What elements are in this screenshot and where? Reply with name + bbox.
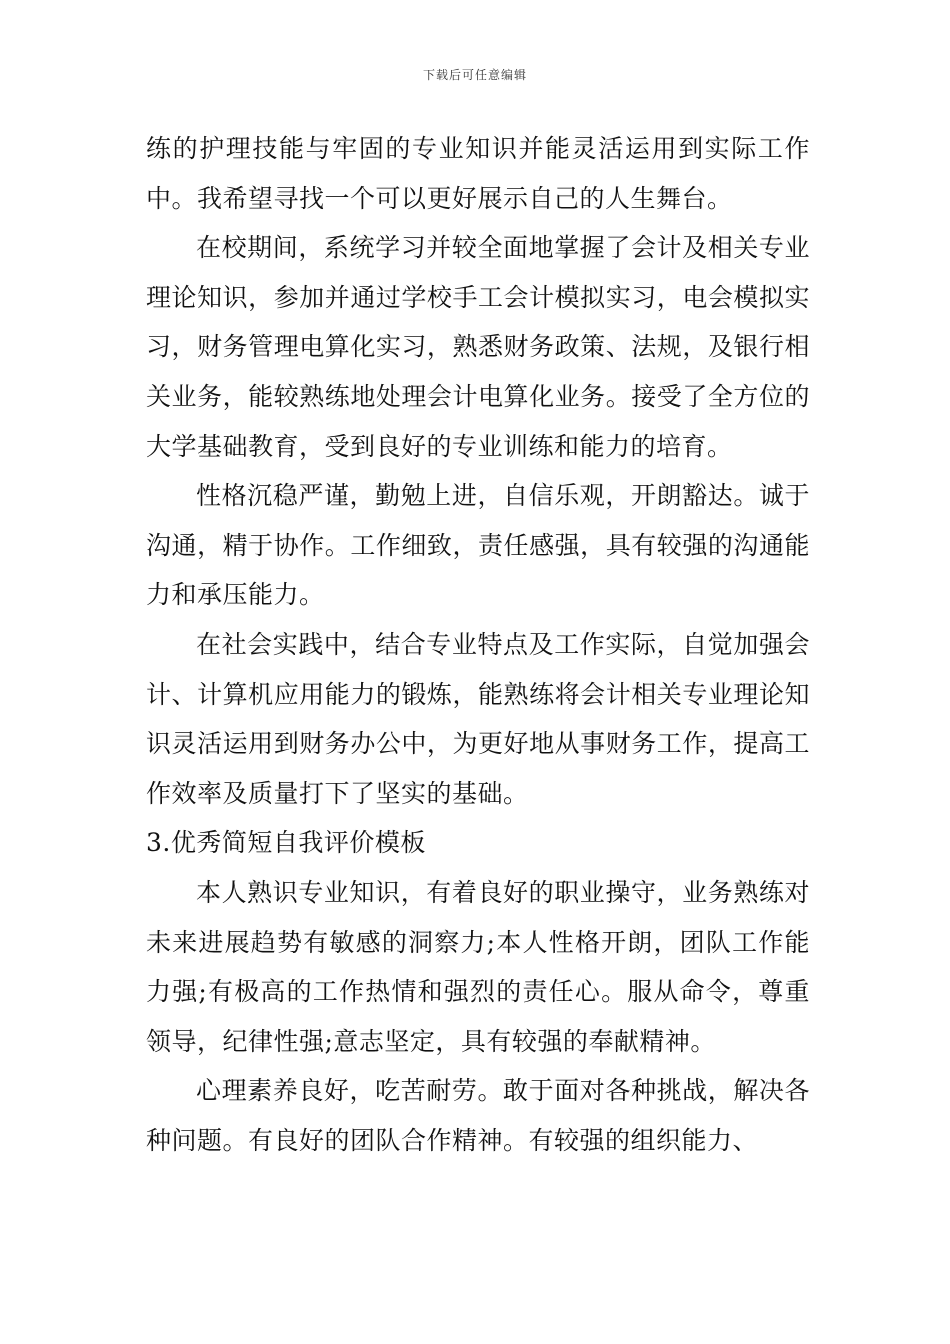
paragraph-personality: 性格沉稳严谨，勤勉上进，自信乐观，开朗豁达。诚于沟通，精于协作。工作细致，责任感强，具有较强的沟通能力和承压能力。: [146, 481, 810, 610]
document-body: [146, 124, 810, 1165]
paragraph-psychology: 心理素养良好，吃苦耐劳。敢于面对各种挑战，解决各种问题。有良好的团队合作精神。有较强的组织能力、: [146, 1076, 810, 1155]
paragraph-continuation: 练的护理技能与牢固的专业知识并能灵活运用到实际工作中。我希望寻找一个可以更好展示自己的人生舞台。: [146, 134, 810, 213]
paragraph-education: 在校期间，系统学习并较全面地掌握了会计及相关专业理论知识，参加并通过学校手工会计模拟实习，电会模拟实习，财务管理电算化实习，熟悉财务政策、法规，及银行相关业务，能较熟练地处理会计电算化业务。接受了全方位的大学基础教育，受到良好的专业训练和能力的培育。: [146, 233, 810, 461]
paragraph-self-evaluation: 本人熟识专业知识，有着良好的职业操守，业务熟练对未来进展趋势有敏感的洞察力;本人性格开朗，团队工作能力强;有极高的工作热情和强烈的责任心。服从命令，尊重领导，纪律性强;意志坚定，具有较强的奉献精神。: [146, 877, 810, 1056]
section-heading: 3.优秀简短自我评价模板: [146, 828, 426, 858]
paragraph-practice: 在社会实践中，结合专业特点及工作实际，自觉加强会计、计算机应用能力的锻炼，能熟练将会计相关专业理论知识灵活运用到财务办公中，为更好地从事财务工作，提高工作效率及质量打下了坚实的基础。: [146, 629, 810, 808]
page-header-note: 下载后可任意编辑: [422, 68, 527, 82]
